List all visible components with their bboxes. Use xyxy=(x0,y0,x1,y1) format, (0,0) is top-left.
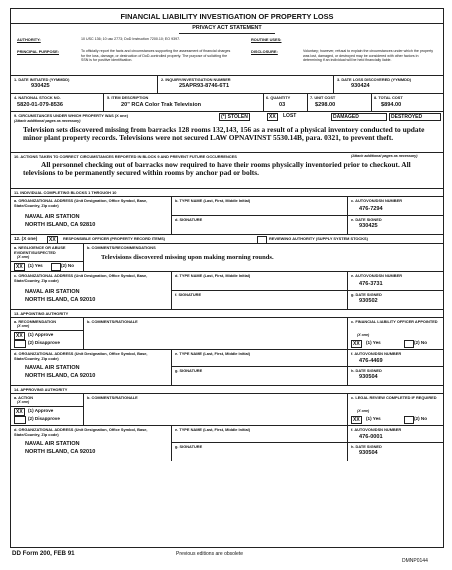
recommend-disapprove-checkbox[interactable] xyxy=(14,340,26,348)
form-number: DD Form 200, FEB 91 xyxy=(12,550,75,557)
comments-text-12: Televisions discovered missing upon making morning rounds. xyxy=(101,254,274,261)
type-name-label-11: b. TYPE NAME (Last, First, Middle Initial) xyxy=(175,198,251,203)
comments-label-14: b. COMMENTS/RATIONALE xyxy=(87,395,138,400)
total-cost-value: $894.00 xyxy=(381,102,402,108)
autovon-label-12: e. AUTOVON/DSN NUMBER xyxy=(351,273,403,278)
action-x-one: (X one) xyxy=(17,400,30,404)
date-loss-discovered-label: 3. DATE LOSS DISCOVERED (YYMMDD) xyxy=(337,77,412,82)
org-address-line2-11: NORTH ISLAND, CA 92810 xyxy=(25,222,96,228)
image-code: DMNP0144 xyxy=(402,558,428,564)
box12-x-one: 12. (X one) xyxy=(14,236,38,241)
recommend-approve-checkbox[interactable]: XX xyxy=(16,333,23,339)
authority-text: 10 USC 136; 10 usc 2773; DoD Instruction 7200.10; EO 9397. xyxy=(81,37,181,41)
action-disapprove-checkbox[interactable] xyxy=(14,416,26,424)
quantity-value: 03 xyxy=(279,102,286,108)
date-signed-value-14: 930504 xyxy=(359,450,378,456)
individual-completing-label: 11. INDIVIDUAL COMPLETING BLOCKS 1 THROUGH 10 xyxy=(14,190,117,195)
principal-purpose-text: To officially report the facts and circumstances supporting the assessment of financial charges for the loss, damage, or destruction of DoD-controlled property. The purpose of soliciting the SSN is for positive identification. xyxy=(81,49,231,63)
autovon-value-12: 476-3731 xyxy=(359,281,383,287)
stolen-option[interactable]: (*) STOLEN xyxy=(221,114,248,120)
privacy-header: PRIVACY ACT STATEMENT xyxy=(192,25,262,31)
date-signed-label-13: h. DATE SIGNED xyxy=(351,368,382,373)
disclosure-text: Voluntary; however, refusal to explain the circumstances under which the property was lost, damaged, or destroyed may be considered with other factors in determining if an individual will be held financially liable. xyxy=(303,49,434,63)
circumstances-sublabel: (Attach additional pages as necessary) xyxy=(14,119,81,123)
action-approve-checkbox[interactable]: XX xyxy=(16,409,23,415)
fl-officer-yes-checkbox[interactable]: XX xyxy=(353,341,360,347)
total-cost-label: 8. TOTAL COST xyxy=(374,95,403,100)
org-address-label-14: d. ORGANIZATIONAL ADDRESS (Unit Designation, Office Symbol, Base, State/Country, Zip code) xyxy=(14,427,148,437)
recommend-approve-label: (1) Approve xyxy=(28,332,54,337)
date-initiated-value: 930425 xyxy=(31,83,50,89)
autovon-label-14: f. AUTOVON/DSN NUMBER xyxy=(351,427,402,432)
quantity-label: 6. QUANTITY xyxy=(266,95,291,100)
date-signed-value-13: 930504 xyxy=(359,374,378,380)
date-initiated-label: 1. DATE INITIATED (YYMMDD) xyxy=(14,77,70,82)
fl-officer-label: c. FINANCIAL LIABILITY OFFICER APPOINTED xyxy=(351,319,438,324)
recommend-disapprove-label: (2) Disapprove xyxy=(28,340,60,345)
type-name-label-13: e. TYPE NAME (Last, First, Middle Initial) xyxy=(175,351,251,356)
legal-review-no-label: (2) No xyxy=(414,416,428,421)
negligence-yes-label: (1) Yes xyxy=(28,263,43,268)
autovon-value-13: 476-4469 xyxy=(359,358,383,364)
org-address-line2-13: NORTH ISLAND, CA 92010 xyxy=(25,373,96,379)
org-address-label-12: c. ORGANIZATIONAL ADDRESS (Unit Designation, Office Symbol, Base, State/Country, Zip code) xyxy=(14,273,148,283)
circumstances-text: Television sets discovered missing from barracks 128 rooms 132,143, 156 as a result of a physical inventory conducted to update minor plant property records. Televisions were not secured LAW OPNAVINST 5530.14B, para. 0321, to prevent theft. xyxy=(23,125,425,143)
autovon-label-13: f. AUTOVON/DSN NUMBER xyxy=(351,351,402,356)
autovon-value-11: 476-7294 xyxy=(359,206,383,212)
action-label: a. ACTION xyxy=(14,395,34,400)
negligence-no-label: (2) No xyxy=(61,263,75,268)
negligence-no-checkbox[interactable] xyxy=(51,263,61,271)
form-title: FINANCIAL LIABILITY INVESTIGATION OF PROPERTY LOSS xyxy=(120,12,334,21)
principal-purpose-label: PRINCIPAL PURPOSE: xyxy=(17,49,60,54)
action-approve-label: (1) Approve xyxy=(28,408,54,413)
org-address-line1-14: NAVAL AIR STATION xyxy=(25,441,80,447)
org-address-line2-12: NORTH ISLAND, CA 92010 xyxy=(25,297,96,303)
lost-option: LOST xyxy=(283,113,297,119)
liability-form xyxy=(10,8,444,548)
reviewing-authority-label: REVIEWING AUTHORITY (SUPPLY SYSTEM STOCKS) xyxy=(269,236,368,241)
comments-label-13: b. COMMENTS/RATIONALE xyxy=(87,319,138,324)
stock-no-label: 4. NATIONAL STOCK NO. xyxy=(14,95,61,100)
authority-label: AUTHORITY: xyxy=(17,37,41,42)
legal-review-no-checkbox[interactable] xyxy=(404,416,414,424)
signature-label-11: d. SIGNATURE xyxy=(175,217,203,222)
date-signed-label-11: e. DATE SIGNED xyxy=(351,217,382,222)
autovon-label-11: c. AUTOVON/DSN NUMBER xyxy=(351,198,403,203)
date-signed-value-11: 930425 xyxy=(359,223,378,229)
lost-checkbox[interactable]: XX xyxy=(269,114,276,120)
responsible-officer-checkbox[interactable]: XX xyxy=(49,237,56,243)
item-description-label: 5. ITEM DESCRIPTION xyxy=(107,95,149,100)
negligence-yes-checkbox[interactable]: XX xyxy=(16,264,23,270)
org-address-line1-11: NAVAL AIR STATION xyxy=(25,214,80,220)
negligence-x-one: (X one) xyxy=(17,255,30,259)
responsible-officer-label: RESPONSIBLE OFFICER (PROPERTY RECORD ITEMS) xyxy=(63,236,165,241)
approving-authority-label: 14. APPROVING AUTHORITY xyxy=(14,387,68,392)
comments-label-12: b. COMMENTS/RECOMMENDATIONS xyxy=(87,245,156,250)
actions-taken-text: All personnel checking out of barracks now required to have their rooms physically inventoried prior to checkout. All televisions to be permanently secured within rooms by anchor pad or bolts. xyxy=(23,160,411,178)
signature-label-13: g. SIGNATURE xyxy=(175,368,203,373)
legal-review-x-one: (X one) xyxy=(357,409,370,413)
fl-officer-no-checkbox[interactable] xyxy=(404,340,414,348)
date-signed-label-12: g. DATE SIGNED xyxy=(351,292,382,297)
org-address-label-13: d. ORGANIZATIONAL ADDRESS (Unit Designation, Office Symbol, Base, State/Country, Zip code) xyxy=(14,351,148,361)
recommendation-label: a. RECOMMENDATION xyxy=(14,319,57,324)
org-address-line1-13: NAVAL AIR STATION xyxy=(25,365,80,371)
org-address-line2-14: NORTH ISLAND, CA 92010 xyxy=(25,449,96,455)
recommendation-x-one: (X one) xyxy=(17,324,30,328)
autovon-value-14: 476-0001 xyxy=(359,434,383,440)
signature-label-14: g. SIGNATURE xyxy=(175,444,203,449)
damaged-option[interactable]: DAMAGED xyxy=(331,113,387,121)
unit-cost-value: $298.00 xyxy=(315,102,336,108)
signature-label-12: f. SIGNATURE xyxy=(175,292,202,297)
action-disapprove-label: (2) Disapprove xyxy=(28,416,60,421)
inquiry-number-label: 2. INQUIRY/INVESTIGATION NUMBER xyxy=(161,77,231,82)
item-description-value: 20" RCA Color Trak Television xyxy=(121,102,202,108)
circumstances-label: 9. CIRCUMSTANCES UNDER WHICH PROPERTY WAS (X one) xyxy=(14,113,128,118)
legal-review-yes-checkbox[interactable]: XX xyxy=(353,417,360,423)
actions-taken-label: 10. ACTIONS TAKEN TO CORRECT CIRCUMSTANCES REPORTED IN BLOCK 9 AND PREVENT FUTURE OCCURRENCES xyxy=(14,155,237,159)
disclosure-label: DISCLOSURE: xyxy=(251,49,278,54)
fl-officer-yes-label: (1) Yes xyxy=(366,340,381,345)
routine-uses-label: ROUTINE USES: xyxy=(251,37,282,42)
inquiry-number-value: 25APR93-8746-6T1 xyxy=(179,83,230,89)
stock-no-value: 5820-01-079-8536 xyxy=(17,102,64,108)
type-name-label-14: e. TYPE NAME (Last, First, Middle Initial) xyxy=(175,427,251,432)
date-signed-value-12: 930502 xyxy=(359,298,378,304)
editions-note: Previous editions are obsolete xyxy=(176,551,243,557)
org-address-label-11: a. ORGANIZATIONAL ADDRESS (Unit Designation, Office Symbol, Base, State/Country, Zip code) xyxy=(14,198,148,208)
legal-review-label: c. LEGAL REVIEW COMPLETED IF REQUIRED xyxy=(351,395,437,400)
destroyed-option[interactable]: DESTROYED xyxy=(389,113,441,121)
date-loss-discovered-value: 930424 xyxy=(351,83,370,89)
actions-taken-sublabel: (Attach additional pages as necessary) xyxy=(351,154,418,158)
date-signed-label-14: h. DATE SIGNED xyxy=(351,444,382,449)
negligence-label: a. NEGLIGENCE OR ABUSE EVIDENT/SUSPECTED xyxy=(14,245,66,255)
unit-cost-label: 7. UNIT COST xyxy=(310,95,336,100)
fl-officer-x-one: (X one) xyxy=(357,333,370,337)
fl-officer-no-label: (2) No xyxy=(414,340,428,345)
type-name-label-12: d. TYPE NAME (Last, First, Middle Initial) xyxy=(175,273,251,278)
org-address-line1-12: NAVAL AIR STATION xyxy=(25,289,80,295)
appointing-authority-label: 13. APPOINTING AUTHORITY xyxy=(14,311,69,316)
legal-review-yes-label: (1) Yes xyxy=(366,416,381,421)
